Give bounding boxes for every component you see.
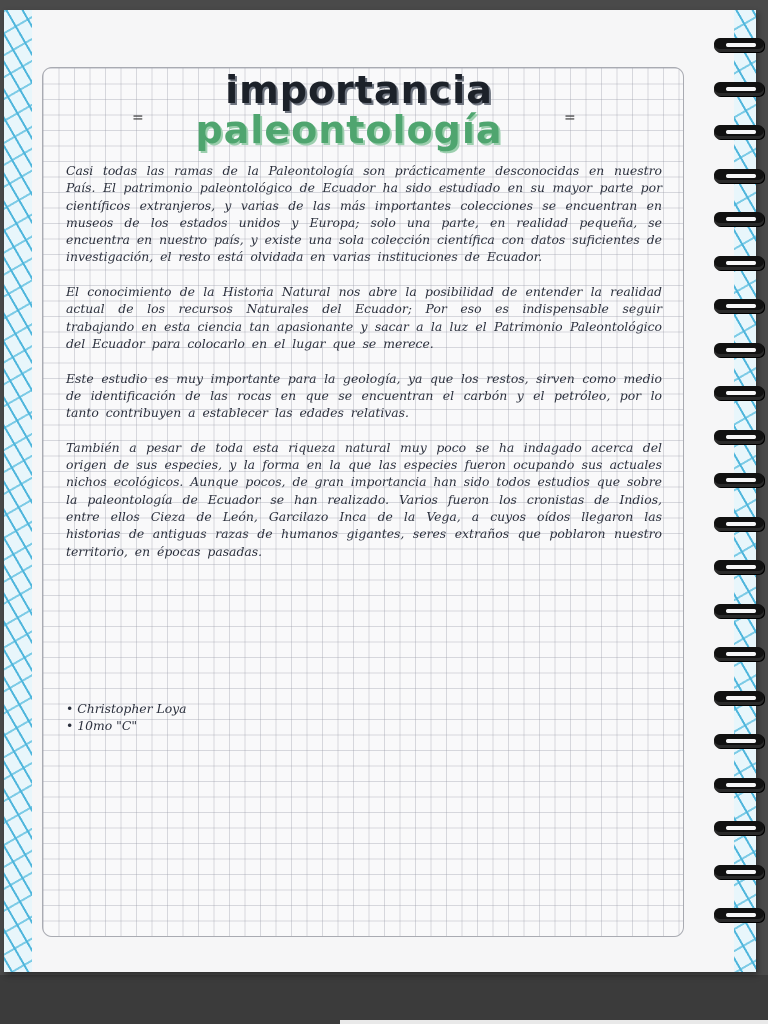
scanner-edge xyxy=(340,1020,768,1024)
spiral-ring xyxy=(714,212,764,226)
spiral-ring xyxy=(714,125,764,139)
spiral-ring xyxy=(714,38,764,52)
title-dash-left: = xyxy=(132,110,144,126)
paragraph-4: También a pesar de toda esta riqueza natural muy poco se ha indagado acerca del origen de sus especies, y la forma en la que las especies fueron ocupando sus actuales nichos ecológicos. Aunque pocos, de gran importancia han sido todos estudios que sobre la paleontología de Ecuador se han realizado. Varios fueron los cronistas de Indios, entre ellos Cieza de León, Garcilazo Inca de la Vega, a cuyos oídos llegaron las historias de antiguas razas de humanos gigantes, seres extraños que poblaron nuestro territorio, en épocas pasadas. xyxy=(66,439,662,559)
spiral-ring xyxy=(714,343,764,357)
spiral-ring xyxy=(714,908,764,922)
spiral-ring xyxy=(714,604,764,618)
spiral-ring xyxy=(714,865,764,879)
spiral-ring xyxy=(714,473,764,487)
author-signature xyxy=(66,700,466,734)
spiral-ring xyxy=(714,256,764,270)
essay-body xyxy=(66,162,662,577)
spiral-ring xyxy=(714,82,764,96)
title-line-importancia: importancia xyxy=(225,68,493,112)
spiral-ring xyxy=(714,691,764,705)
spiral-ring xyxy=(714,430,764,444)
title-dash-right: = xyxy=(564,110,576,126)
spiral-ring xyxy=(714,299,764,313)
spiral-ring xyxy=(714,821,764,835)
author-name: • Christopher Loya xyxy=(66,701,187,716)
scanner-background xyxy=(0,975,768,1024)
notebook-page xyxy=(4,10,756,972)
paragraph-3: Este estudio es muy importante para la geología, ya que los restos, sirven como medio de identificación de las rocas en que se encuentran el carbón y el petróleo, por lo tanto contribuyen a establecer las edades relativas. xyxy=(66,370,662,421)
decorative-border-left xyxy=(4,10,32,972)
spiral-ring xyxy=(714,647,764,661)
paragraph-2: El conocimiento de la Historia Natural nos abre la posibilidad de entender la realidad actual de los recursos Naturales del Ecuador; Por eso es indispensable seguir trabajando en esta ciencia tan apasionante y sacar a la luz el Patrimonio Paleontológico del Ecuador para colocarlo en el lugar que se merece. xyxy=(66,284,662,351)
title-line-paleontologia: paleontología xyxy=(195,108,503,152)
spiral-ring xyxy=(714,169,764,183)
paragraph-1: Casi todas las ramas de la Paleontología son prácticamente desconocidas en nuestro País. El patrimonio paleontológico de Ecuador ha sido estudiado en su mayor parte por científicos extranjeros, y varias de las más importantes colecciones se encuentran en museos de los estados unidos y Europa; solo una parte, en realidad pequeña, se encuentra en nuestro país, y existe una sola colección científica con datos suficientes de investigación, el resto está olvidada en varias instituciones de Ecuador. xyxy=(66,163,662,265)
spiral-ring xyxy=(714,734,764,748)
spiral-ring xyxy=(714,560,764,574)
spiral-binding xyxy=(714,30,768,930)
spiral-ring xyxy=(714,778,764,792)
spiral-ring xyxy=(714,517,764,531)
spiral-ring xyxy=(714,386,764,400)
author-grade: • 10mo "C" xyxy=(66,718,138,733)
